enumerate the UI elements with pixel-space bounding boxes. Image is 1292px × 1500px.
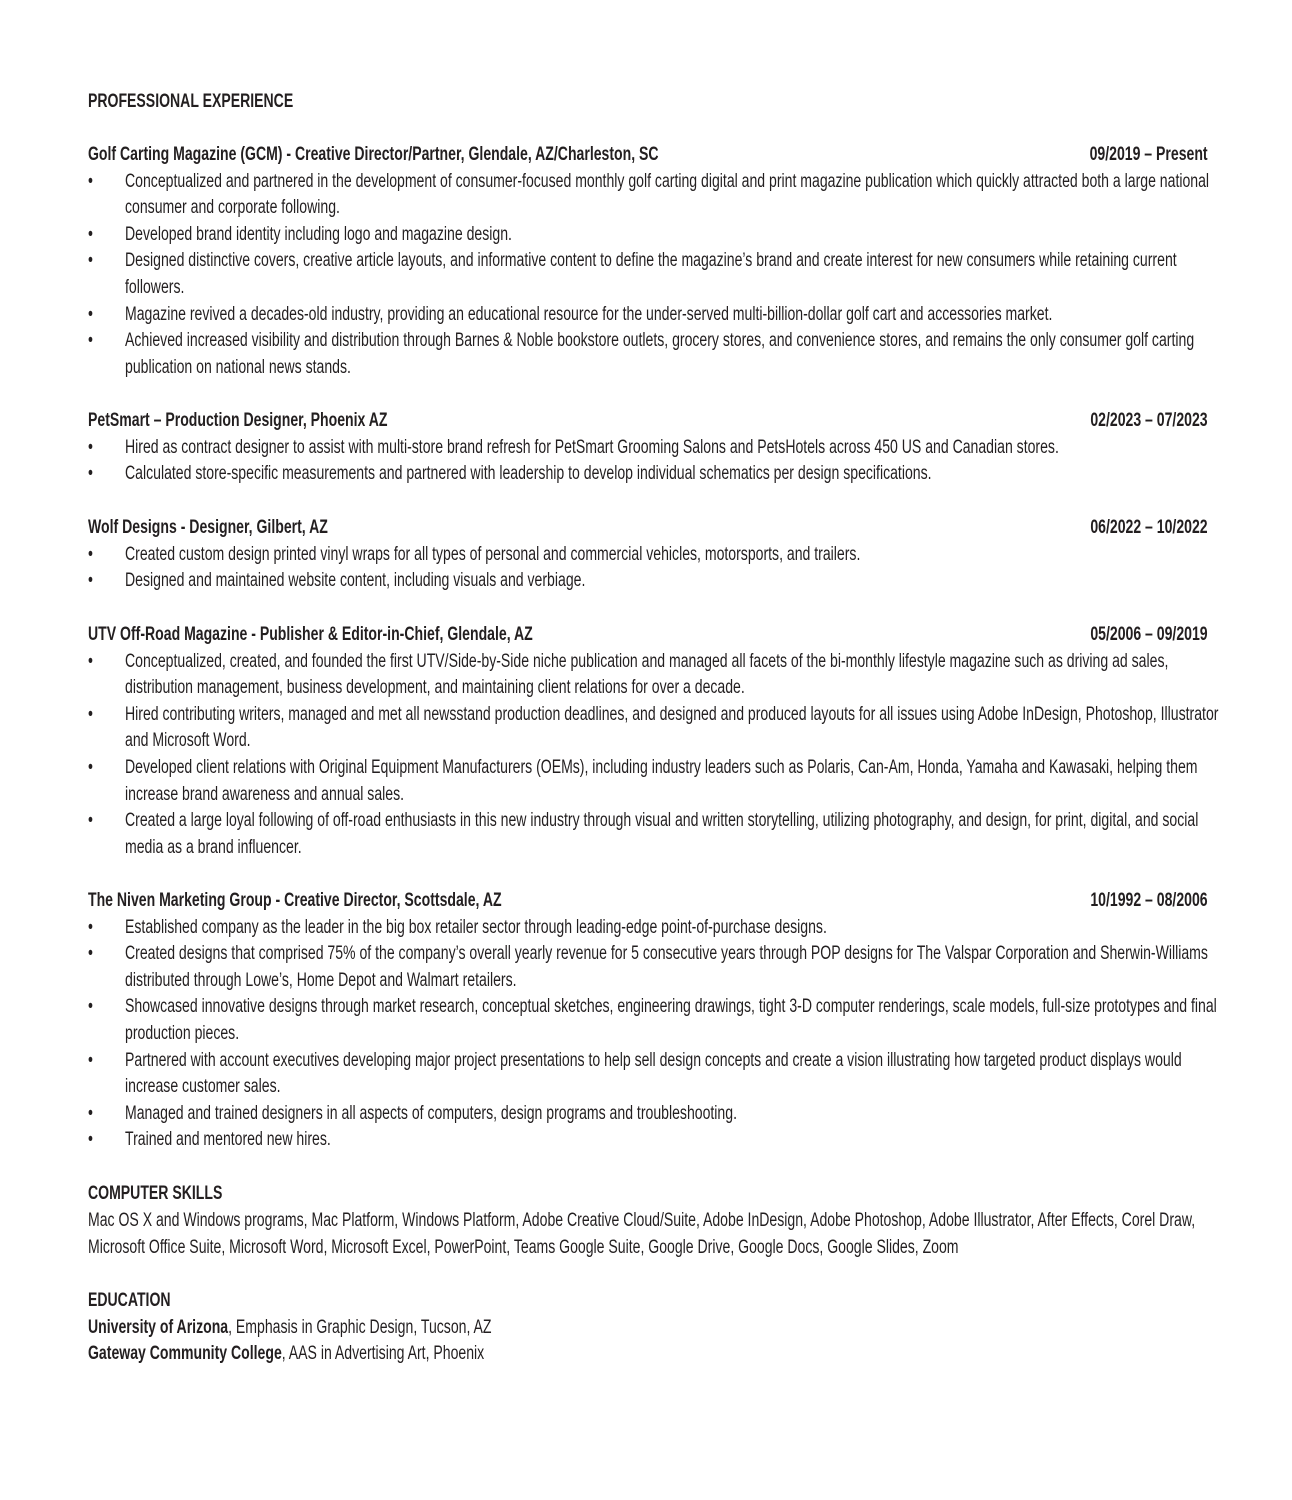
bullet-item [88,435,1220,462]
bullet-item [88,542,1220,569]
bullet-text: Managed and trained designers in all aspects of computers, design programs and troubleshooting. [125,1102,737,1124]
bullet-item [88,649,1220,702]
bullet-text: Created designs that comprised 75% of the company’s overall yearly revenue for 5 consecutive years through POP designs for The Valspar Corporation and Sherwin-Williams distributed through Lowe’s, Home Depot and Walmart retailers. [125,943,1208,991]
job-title: Golf Carting Magazine (GCM) - Creative Director/Partner, Glendale, AZ/Charleston, SC [88,144,659,165]
bullet-text: Hired as contract designer to assist with multi-store brand refresh for PetSmart Grooming Salons and PetsHotels across 450 US and Canadian stores. [125,436,1059,458]
bullet-icon: • [88,703,93,725]
bullet-icon: • [88,570,93,592]
job-heading [88,142,1220,169]
bullet-item [88,169,1220,222]
bullet-item [88,328,1220,381]
bullet-text: Created custom design printed vinyl wraps for all types of personal and commercial vehicles, motorsports, and trailers. [125,543,861,565]
bullet-icon: • [88,303,93,325]
education-school: Gateway Community College [88,1343,282,1364]
job-heading [88,888,1220,915]
bullet-icon: • [88,943,93,965]
bullet-icon: • [88,463,93,485]
bullet-item [88,702,1220,755]
bullet-icon: • [88,436,93,458]
job-bullets [88,435,1220,488]
education-school: University of Arizona [88,1317,229,1338]
bullet-icon: • [88,810,93,832]
job-title: Wolf Designs - Designer, Gilbert, AZ [88,517,328,538]
job-dates: 09/2019 – Present [1089,144,1208,165]
bullet-icon: • [88,996,93,1018]
bullet-text: Conceptualized, created, and founded the first UTV/Side-by-Side niche publication and managed all facets of the bi-monthly lifestyle magazine such as driving ad sales, distribution management, business development, and maintaining client relations for over a decade. [125,650,1169,699]
section-title-experience: PROFESSIONAL EXPERIENCE [88,91,294,112]
bullet-text: Established company as the leader in the big box retailer sector through leading-edge point-of-purchase designs. [125,916,827,938]
bullet-item [88,941,1220,994]
job-entry [88,408,1220,488]
job-title: UTV Off-Road Magazine - Publisher & Editor-in-Chief, Glendale, AZ [88,624,533,645]
bullet-item [88,755,1220,808]
bullet-icon: • [88,1049,93,1071]
bullet-item [88,461,1220,488]
job-entry [88,622,1220,861]
bullet-item [88,808,1220,861]
bullet-icon: • [88,916,93,938]
bullet-item [88,1127,1220,1154]
job-title: PetSmart – Production Designer, Phoenix AZ [88,410,388,431]
bullet-text: Partnered with account executives developing major project presentations to help sell design concepts and create a vision illustrating how targeted product displays would increase customer sales. [125,1049,1182,1098]
bullet-item [88,248,1220,301]
job-dates: 05/2006 – 09/2019 [1090,624,1208,645]
job-heading [88,622,1220,649]
skills-text: Mac OS X and Windows programs, Mac Platform, Windows Platform, Adobe Creative Cloud/Suite, Adobe InDesign, Adobe Photoshop, Adobe Illustrator, After Effects, Corel Draw, Microsoft Office Suite, Microsoft Word, Microsoft Excel, PowerPoint, Teams Google Suite, Google Drive, Google Docs, Google Slides, Zoom [88,1210,1196,1258]
job-dates: 02/2023 – 07/2023 [1090,410,1208,431]
job-heading [88,515,1220,542]
education-entry [88,1341,1220,1368]
bullet-text: Showcased innovative designs through market research, conceptual sketches, engineering drawings, tight 3-D computer renderings, scale models, full-size prototypes and final production pieces. [125,996,1217,1044]
bullet-text: Magazine revived a decades-old industry, providing an educational resource for the under-served multi-billion-dollar golf cart and accessories market. [125,303,1053,325]
job-bullets [88,649,1220,862]
bullet-item [88,568,1220,595]
bullet-item [88,222,1220,249]
bullet-item [88,1101,1220,1128]
bullet-text: Achieved increased visibility and distribution through Barnes & Noble bookstore outlets, grocery stores, and convenience stores, and remains the only consumer golf carting publication on national news stands. [125,330,1195,378]
bullet-icon: • [88,330,93,352]
job-title: The Niven Marketing Group - Creative Director, Scottsdale, AZ [88,890,502,911]
bullet-icon: • [88,650,93,672]
bullet-text: Trained and mentored new hires. [125,1129,331,1151]
bullet-icon: • [88,223,93,245]
bullet-item [88,915,1220,942]
job-bullets [88,915,1220,1154]
bullet-text: Conceptualized and partnered in the development of consumer-focused monthly golf carting digital and print magazine publication which quickly attracted both a large national consumer and corporate following. [125,170,1210,219]
job-heading [88,408,1220,435]
job-dates: 06/2022 – 10/2022 [1090,517,1208,538]
job-entry [88,142,1220,381]
bullet-text: Designed distinctive covers, creative article layouts, and informative content to define the magazine’s brand and create interest for new consumers while retaining current followers. [125,250,1177,298]
section-title-skills: COMPUTER SKILLS [88,1183,223,1204]
job-bullets [88,542,1220,595]
bullet-icon: • [88,170,93,192]
bullet-text: Developed client relations with Original Equipment Manufacturers (OEMs), including industry leaders such as Polaris, Can-Am, Honda, Yamaha and Kawasaki, helping them increase brand awareness and annual sales. [125,756,1198,805]
education-detail: , Emphasis in Graphic Design, Tucson, AZ [228,1317,492,1338]
bullet-icon: • [88,543,93,565]
education-detail: , AAS in Advertising Art, Phoenix [281,1343,485,1364]
job-entry [88,515,1220,595]
bullet-icon: • [88,756,93,778]
job-entry [88,888,1220,1154]
bullet-icon: • [88,1102,93,1124]
education-entry [88,1315,1220,1342]
bullet-text: Created a large loyal following of off-road enthusiasts in this new industry through visual and written storytelling, utilizing photography, and design, for print, digital, and social media as a brand influencer. [125,810,1199,858]
job-bullets [88,169,1220,382]
job-dates: 10/1992 – 08/2006 [1090,890,1208,911]
bullet-item [88,1048,1220,1101]
bullet-icon: • [88,250,93,272]
bullet-text: Calculated store-specific measurements and partnered with leadership to develop individual schematics per design specifications. [125,463,932,485]
section-title-education: EDUCATION [88,1290,171,1311]
bullet-item [88,302,1220,329]
bullet-item [88,994,1220,1047]
bullet-text: Developed brand identity including logo and magazine design. [125,223,512,245]
bullet-text: Designed and maintained website content, including visuals and verbiage. [125,570,586,592]
bullet-icon: • [88,1129,93,1151]
bullet-text: Hired contributing writers, managed and met all newsstand production deadlines, and designed and produced layouts for all issues using Adobe InDesign, Photoshop, Illustrator and Microsoft Word. [125,703,1219,752]
